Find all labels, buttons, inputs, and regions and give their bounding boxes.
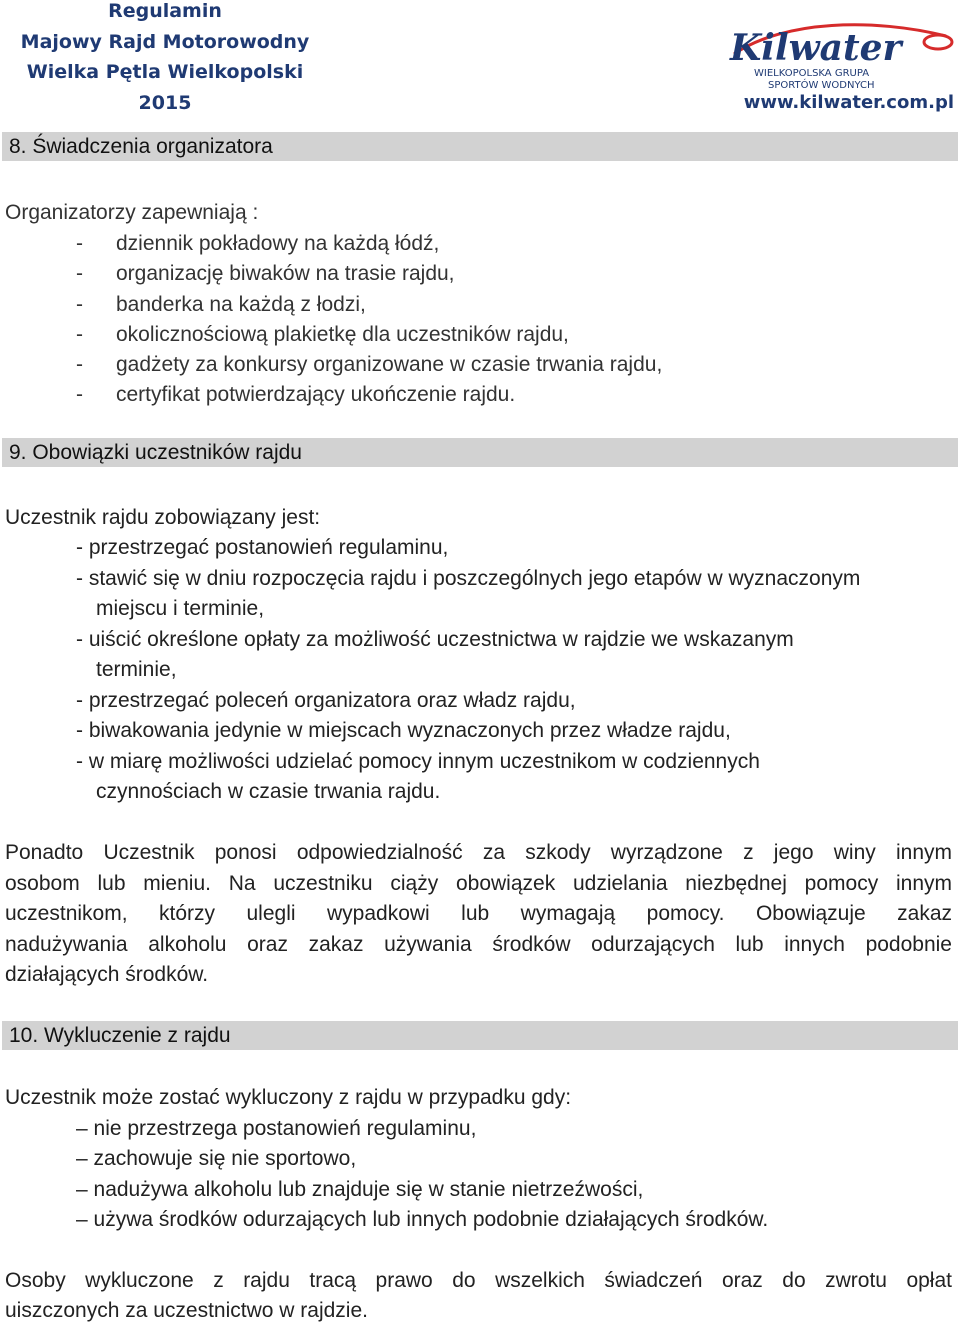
list-item-continuation: terminie, bbox=[96, 658, 177, 681]
list-item-continuation: czynnościach w czasie trwania rajdu. bbox=[96, 780, 441, 803]
list-item-continuation: miejscu i terminie, bbox=[96, 597, 265, 620]
list-item: organizację biwaków na trasie rajdu, bbox=[116, 262, 455, 285]
list-item: - przestrzegać poleceń organizatora oraz władz rajdu, bbox=[76, 689, 576, 712]
list-dash: - bbox=[76, 262, 83, 285]
list-item: certyfikat potwierdzający ukończenie rajdu. bbox=[116, 383, 516, 406]
kilwater-logo-icon bbox=[724, 18, 960, 96]
section-10-intro: Uczestnik może zostać wykluczony z rajdu w przypadku gdy: bbox=[5, 1086, 572, 1109]
paragraph-line: nadużywania alkoholu oraz zakaz używania środków odurzających lub innych podobnie bbox=[5, 933, 952, 956]
list-item: – nadużywa alkoholu lub znajduje się w stanie nietrzeźwości, bbox=[76, 1178, 644, 1201]
logo-tagline-1: WIELKOPOLSKA GRUPA bbox=[754, 68, 870, 79]
list-dash: - bbox=[76, 353, 83, 376]
paragraph-line: uiszczonych za uczestnictwo w rajdzie. bbox=[5, 1299, 368, 1322]
list-dash: - bbox=[76, 293, 83, 316]
list-item: – używa środków odurzających lub innych podobnie działających środków. bbox=[76, 1208, 769, 1231]
section-10-header bbox=[2, 1021, 958, 1050]
section-9-title: 9. Obowiązki uczestników rajdu bbox=[9, 441, 302, 464]
list-item: okolicznościową plakietkę dla uczestników rajdu, bbox=[116, 323, 569, 346]
section-10-title: 10. Wykluczenie z rajdu bbox=[9, 1024, 231, 1047]
title-line-2: Majowy Rajd Motorowodny bbox=[20, 30, 310, 53]
list-item: - stawić się w dniu rozpoczęcia rajdu i poszczególnych jego etapów w wyznaczonym bbox=[76, 567, 861, 590]
list-dash: - bbox=[76, 232, 83, 255]
paragraph-line: Osoby wykluczone z rajdu tracą prawo do wszelkich świadczeń oraz do zwrotu opłat bbox=[5, 1269, 952, 1292]
section-8-header bbox=[2, 132, 958, 161]
title-line-4: 2015 bbox=[138, 91, 192, 114]
paragraph-line: osobom lub mieniu. Na uczestniku ciąży obowiązek udzielania niezbędnej pomocy innym bbox=[5, 872, 952, 895]
section-9-intro: Uczestnik rajdu zobowiązany jest: bbox=[5, 506, 321, 529]
document-title bbox=[0, 0, 330, 118]
paragraph-line: uczestnikom, którzy ulegli wypadkowi lub wymagają pomocy. Obowiązuje zakaz bbox=[5, 902, 952, 925]
title-line-3: Wielka Pętla Wielkopolski bbox=[26, 61, 304, 83]
list-item: - biwakowania jedynie w miejscach wyznaczonych przez władze rajdu, bbox=[76, 719, 731, 742]
list-dash: - bbox=[76, 383, 83, 406]
list-item: - przestrzegać postanowień regulaminu, bbox=[76, 536, 449, 559]
list-item: - uiścić określone opłaty za możliwość uczestnictwa w rajdzie we wskazanym bbox=[76, 628, 794, 651]
paragraph-line: działających środków. bbox=[5, 963, 209, 986]
logo-brand: Kilwater bbox=[730, 27, 902, 69]
section-8-title: 8. Świadczenia organizatora bbox=[9, 135, 273, 158]
title-line-1: Regulamin bbox=[108, 0, 222, 22]
list-item: - w miarę możliwości udzielać pomocy innym uczestnikom w codziennych bbox=[76, 750, 760, 773]
list-item: gadżety za konkursy organizowane w czasie trwania rajdu, bbox=[116, 353, 663, 376]
section-9-header bbox=[2, 438, 958, 467]
list-item: – nie przestrzega postanowień regulaminu, bbox=[76, 1117, 477, 1140]
list-dash: - bbox=[76, 323, 83, 346]
paragraph-line: Ponadto Uczestnik ponosi odpowiedzialność za szkody wyrządzone z jego winy innym bbox=[5, 841, 952, 864]
page-header bbox=[0, 0, 960, 128]
list-item: banderka na każdą z łodzi, bbox=[116, 293, 366, 316]
website-url: www.kilwater.com.pl bbox=[743, 92, 954, 113]
list-item: dziennik pokładowy na każdą łódź, bbox=[116, 232, 440, 255]
logo-tagline-2: SPORTÓW WODNYCH bbox=[768, 80, 875, 91]
section-8-intro: Organizatorzy zapewniają : bbox=[5, 201, 259, 224]
list-item: – zachowuje się nie sportowo, bbox=[76, 1147, 357, 1170]
